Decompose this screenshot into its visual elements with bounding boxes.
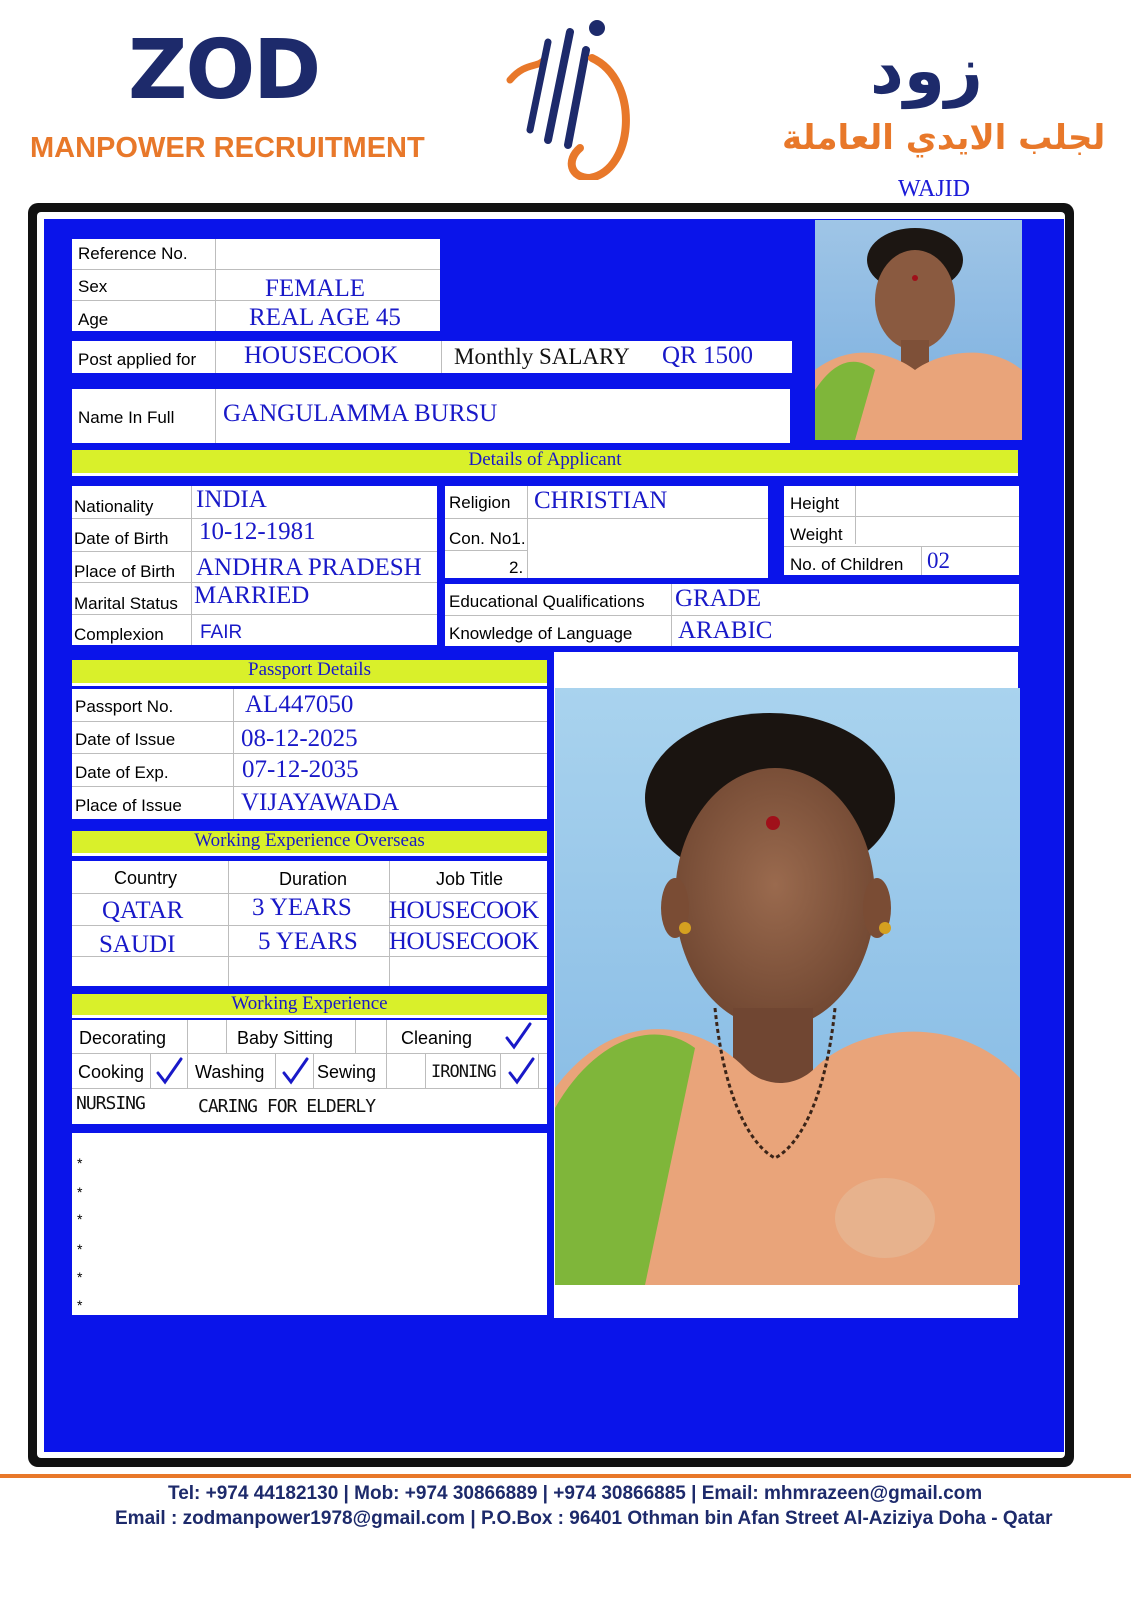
skill-decorating: Decorating (79, 1028, 167, 1048)
divider (72, 1088, 547, 1089)
skill-baby-sitting: Baby Sitting (237, 1028, 334, 1048)
pob-label: Place of Birth (74, 562, 176, 581)
children-label: No. of Children (790, 555, 904, 574)
marital-label: Marital Status (74, 594, 178, 613)
nationality-value: INDIA (196, 486, 267, 513)
passport-heading: Passport Details (72, 660, 547, 686)
divider (441, 341, 442, 373)
complexion-value: FAIR (200, 622, 243, 643)
check-icon-cleaning (504, 1022, 532, 1050)
overseas-row2-country: SAUDI (99, 931, 176, 958)
overseas-row1-job: HOUSECOOK (389, 897, 539, 924)
divider (226, 1020, 227, 1053)
brand-tagline: MANPOWER RECRUITMENT (30, 132, 425, 164)
nationality-label: Nationality (74, 497, 154, 516)
note-bullet: * (77, 1184, 83, 1200)
divider (72, 721, 547, 722)
applicant-photo-small (815, 220, 1022, 440)
education-value: GRADE (675, 585, 762, 612)
divider (275, 1053, 276, 1088)
weight-label: Weight (790, 525, 843, 544)
footer-rule (0, 1474, 1131, 1478)
sex-label: Sex (78, 277, 108, 296)
divider (72, 786, 547, 787)
divider (72, 753, 547, 754)
divider (921, 546, 922, 575)
arabic-brand: زود (870, 32, 983, 109)
language-value: ARABIC (678, 617, 773, 644)
divider (150, 1053, 151, 1088)
divider (72, 300, 440, 301)
overseas-header-duration: Duration (279, 869, 348, 889)
complexion-label: Complexion (74, 625, 164, 644)
name-value: GANGULAMMA BURSU (223, 400, 498, 427)
skill-sewing: Sewing (317, 1062, 377, 1082)
passport-issue-value: 08-12-2025 (241, 725, 358, 752)
reference-label: Reference No. (78, 244, 188, 263)
divider (855, 486, 856, 544)
agent-name: WAJID (898, 176, 970, 202)
salary-value: QR 1500 (662, 342, 753, 369)
dob-label: Date of Birth (74, 529, 169, 548)
post-value: HOUSECOOK (244, 342, 399, 369)
overseas-row1-duration: 3 YEARS (252, 894, 352, 921)
divider (313, 1053, 314, 1088)
overseas-heading: Working Experience Overseas (72, 831, 547, 856)
divider (445, 518, 768, 519)
religion-value: CHRISTIAN (534, 487, 668, 514)
salary-label: Monthly SALARY (454, 344, 630, 369)
divider (72, 925, 547, 926)
passport-expiry-label: Date of Exp. (75, 763, 169, 782)
divider (784, 516, 1019, 517)
skill-cooking: Cooking (78, 1062, 145, 1082)
education-label: Educational Qualifications (449, 592, 645, 611)
note-bullet: * (77, 1211, 83, 1227)
divider (527, 486, 528, 578)
arabic-tagline: لجلب الايدي العاملة (782, 118, 1106, 158)
pob-value: ANDHRA PRADESH (196, 554, 422, 581)
divider (72, 614, 437, 615)
divider (72, 269, 440, 270)
divider (445, 615, 1019, 616)
overseas-row2-job: HOUSECOOK (389, 928, 539, 955)
divider (215, 389, 216, 443)
details-heading: Details of Applicant (72, 450, 1018, 476)
age-value: REAL AGE 45 (249, 304, 401, 331)
overseas-header-job: Job Title (436, 869, 504, 889)
divider (538, 1053, 539, 1088)
skill-washing: Washing (195, 1062, 265, 1082)
divider (425, 1053, 426, 1088)
skill-cleaning: Cleaning (401, 1028, 473, 1048)
divider (355, 1020, 356, 1053)
height-label: Height (790, 494, 840, 513)
note-bullet: * (77, 1241, 83, 1257)
overseas-row1-country: QATAR (102, 897, 184, 924)
language-label: Knowledge of Language (449, 624, 633, 643)
divider (228, 861, 229, 986)
experience-heading: Working Experience (72, 994, 547, 1018)
note-bullet: * (77, 1297, 83, 1313)
footer-contact-line: Tel: +974 44182130 | Mob: +974 30866889 | +974 30866885 | Email: mhmrazeen@gmail.com (168, 1483, 983, 1504)
divider (386, 1020, 387, 1088)
passport-issue-label: Date of Issue (75, 730, 176, 749)
applicant-photo-large (555, 688, 1020, 1285)
passport-number-label: Passport No. (75, 697, 174, 716)
overseas-row2-duration: 5 YEARS (258, 928, 358, 955)
overseas-header-country: Country (114, 868, 178, 888)
skill-nursing: NURSING (76, 1093, 145, 1114)
name-label: Name In Full (78, 408, 175, 427)
footer-address-line: Email : zodmanpower1978@gmail.com | P.O.Box : 96401 Othman bin Afan Street Al-Aziziya Doha - Qatar (115, 1508, 1053, 1529)
children-value: 02 (927, 548, 950, 573)
divider (233, 689, 234, 819)
check-icon-washing (281, 1057, 309, 1085)
divider (72, 1053, 547, 1054)
age-label: Age (78, 310, 109, 329)
divider (500, 1053, 501, 1088)
check-icon-cooking (155, 1057, 183, 1085)
passport-place-label: Place of Issue (75, 796, 182, 815)
skill-caring: CARING FOR ELDERLY (198, 1096, 376, 1117)
passport-expiry-value: 07-12-2035 (242, 756, 359, 783)
company-logo-icon (500, 10, 640, 180)
note-bullet: * (77, 1155, 83, 1171)
note-bullet: * (77, 1269, 83, 1285)
divider (72, 551, 437, 552)
divider (445, 550, 527, 551)
contact2-label: 2. (509, 558, 524, 577)
notes-box (72, 1133, 547, 1315)
check-icon-ironing (507, 1057, 535, 1085)
divider (215, 239, 216, 331)
divider (784, 546, 1019, 547)
divider (191, 486, 192, 645)
divider (215, 341, 216, 373)
contact1-label: Con. No1. (449, 529, 526, 548)
sex-value: FEMALE (265, 275, 365, 302)
marital-value: MARRIED (194, 582, 310, 609)
passport-number-value: AL447050 (245, 691, 354, 718)
religion-label: Religion (449, 493, 511, 512)
post-label: Post applied for (78, 350, 197, 369)
skill-ironing: IRONING (431, 1062, 496, 1082)
divider (187, 1020, 188, 1088)
brand-logo-text: ZOD (128, 23, 320, 118)
dob-value: 10-12-1981 (199, 518, 316, 545)
passport-place-value: VIJAYAWADA (241, 789, 400, 816)
